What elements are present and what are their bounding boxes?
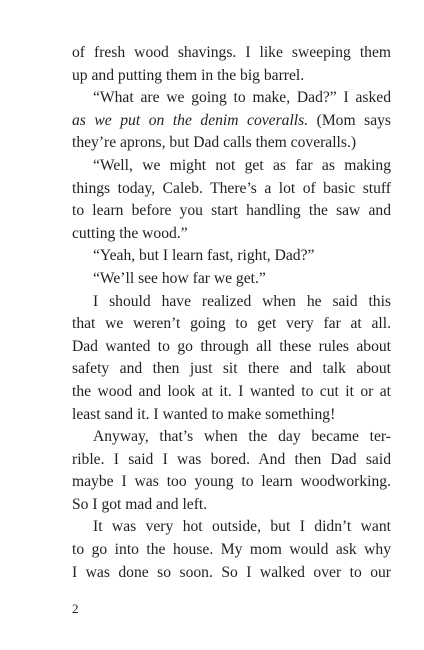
text-line	[72, 539, 391, 562]
text-line	[72, 245, 391, 268]
text-line	[72, 562, 391, 585]
text-run: “We’ll see how far we get.”	[93, 269, 266, 287]
text-line	[72, 471, 391, 494]
text-run: safety and then just sit there and talk about	[72, 360, 391, 378]
text-run: to learn before you start handling the saw and	[72, 202, 391, 220]
text-line	[72, 132, 391, 155]
text-line	[72, 494, 391, 517]
text-line	[72, 404, 391, 427]
text-line	[72, 110, 391, 133]
text-run: I was done so soon. So I walked over to our	[72, 563, 391, 581]
text-line	[72, 87, 391, 110]
text-line	[72, 516, 391, 539]
text-run: of fresh wood shavings. I like sweeping them	[72, 44, 391, 61]
italic-text: as we put on the denim coveralls.	[72, 111, 309, 129]
page-number: 2	[72, 601, 79, 616]
text-line	[72, 426, 391, 449]
text-run: Dad wanted to go through all these rules about	[72, 337, 391, 355]
text-run: maybe I was too young to learn woodworking.	[72, 473, 391, 491]
text-line	[72, 42, 391, 65]
paragraph	[72, 516, 391, 584]
text-run: that we weren’t going to get very far at all.	[72, 315, 391, 333]
text-line	[72, 178, 391, 201]
text-run: up and putting them in the big barrel.	[72, 66, 305, 84]
text-run: “Well, we might not get as far as making	[93, 156, 391, 174]
text-line	[72, 200, 391, 223]
text-line	[72, 358, 391, 381]
text-line	[72, 381, 391, 404]
text-line	[72, 223, 391, 246]
text-line	[72, 336, 391, 359]
text-line	[72, 155, 391, 178]
paragraph	[72, 42, 391, 87]
paragraph	[72, 268, 391, 291]
text-run: “What are we going to make, Dad?” I asked	[93, 89, 391, 107]
text-run: least sand it. I wanted to make something!	[72, 405, 336, 423]
text-run: things today, Caleb. There’s a lot of basic stuff	[72, 179, 391, 197]
text-line	[72, 268, 391, 291]
paragraph	[72, 87, 391, 155]
text-run: So I got mad and left.	[72, 495, 208, 513]
body-text	[72, 42, 391, 584]
text-run: It was very hot outside, but I didn’t want	[93, 518, 391, 536]
text-run: “Yeah, but I learn fast, right, Dad?”	[93, 247, 315, 265]
paragraph	[72, 291, 391, 427]
paragraph	[72, 155, 391, 245]
text-line	[72, 65, 391, 88]
text-run: rible. I said I was bored. And then Dad said	[72, 450, 391, 468]
text-run: I should have realized when he said this	[93, 292, 391, 310]
text-run: Anyway, that’s when the day became ter-	[93, 428, 391, 446]
text-run: cutting the wood.”	[72, 224, 188, 242]
paragraph	[72, 426, 391, 516]
text-line	[72, 291, 391, 314]
text-run: to go into the house. My mom would ask why	[72, 541, 391, 559]
text-line	[72, 313, 391, 336]
text-run: the wood and look at it. I wanted to cut it or at	[72, 382, 391, 400]
text-run: they’re aprons, but Dad calls them coveralls.)	[72, 134, 357, 152]
text-run: (Mom says	[308, 111, 391, 129]
paragraph	[72, 245, 391, 268]
text-line	[72, 449, 391, 472]
